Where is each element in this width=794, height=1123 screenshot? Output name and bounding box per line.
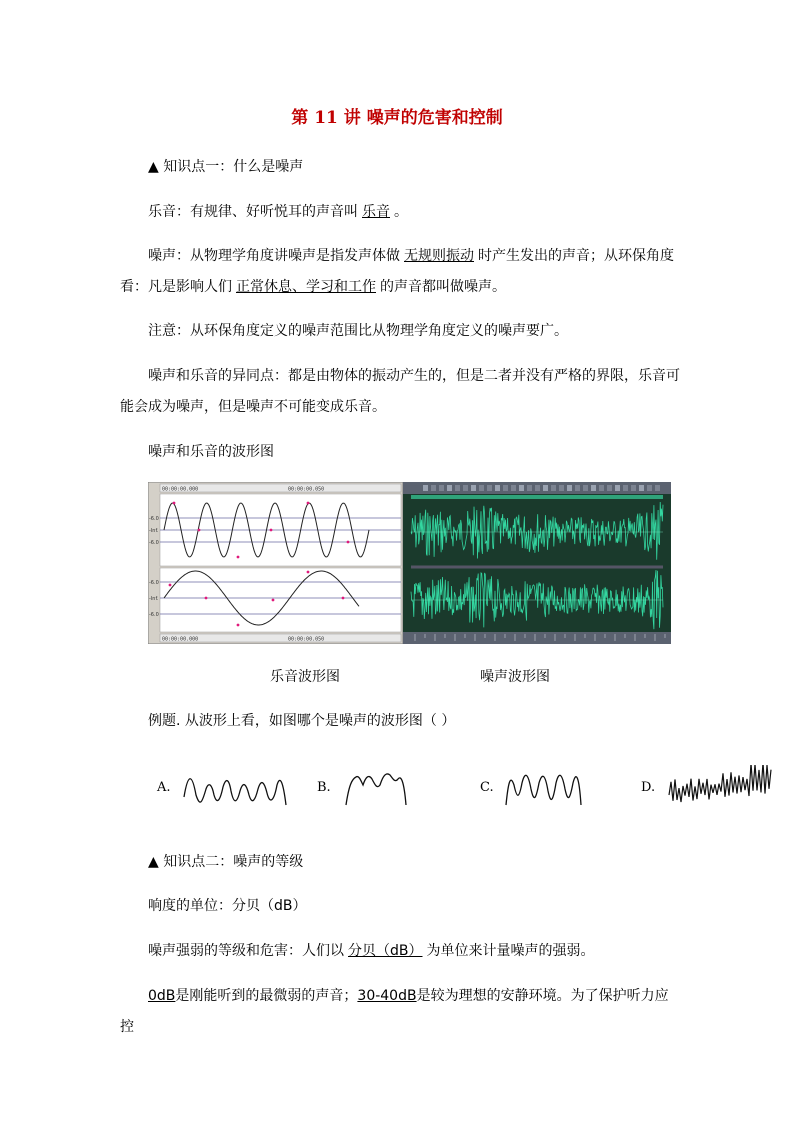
toolbar-button-icon	[423, 485, 428, 491]
toolbar-button-icon	[655, 485, 660, 491]
levels-text-end: 为单位来计量噪声的强弱。	[426, 943, 595, 959]
axis-label: -Inf.	[149, 528, 159, 534]
sample-marker	[347, 541, 350, 544]
toolbar-button-icon	[471, 485, 476, 491]
noise-definition	[120, 241, 680, 303]
toolbar-button-icon	[455, 485, 460, 491]
axis-label: -6.0	[149, 540, 159, 546]
toolbar-button-icon	[559, 485, 564, 491]
levels-paragraph	[120, 936, 680, 967]
noise-waveform-caption: 噪声波形图	[480, 669, 550, 685]
toolbar-button-icon	[551, 485, 556, 491]
answer-blank-0db: 0dB	[148, 988, 176, 1004]
ruler-label-top-mid: 00:00:00.050	[288, 486, 325, 493]
toolbar-button-icon	[495, 485, 500, 491]
unit-paragraph: 响度的单位：分贝（dB）	[148, 898, 307, 914]
sample-marker	[169, 584, 172, 587]
toolbar-button-icon	[567, 485, 572, 491]
option-a-label: A.	[157, 780, 171, 795]
sample-marker	[272, 599, 275, 602]
sample-marker	[237, 556, 240, 559]
toolbar-button-icon	[447, 485, 452, 491]
option-d-label: D.	[641, 780, 656, 795]
music-waveform-caption: 乐音波形图	[270, 669, 340, 685]
option-b-label: B.	[317, 780, 331, 795]
sample-marker	[173, 502, 176, 505]
option-b-waveform	[340, 765, 415, 810]
sample-marker	[198, 529, 201, 532]
noise-def-text-2: 时产生发出的声音；从环保角度看：凡是影响人们	[120, 248, 674, 295]
toolbar-button-icon	[519, 485, 524, 491]
toolbar-button-icon	[575, 485, 580, 491]
toolbar-button-icon	[599, 485, 604, 491]
waveform-heading: 噪声和乐音的波形图	[148, 444, 274, 460]
option-d-waveform	[667, 765, 775, 813]
answer-blank-30-40db: 30-40dB	[357, 988, 417, 1004]
sample-marker	[307, 502, 310, 505]
sample-marker	[307, 571, 310, 574]
noise-waveform-figure	[403, 482, 671, 644]
axis-label: -6.0	[149, 516, 159, 522]
toolbar-button-icon	[503, 485, 508, 491]
axis-label: -Inf.	[149, 596, 159, 602]
example-question: 例题. 从波形上看，如图哪个是噪声的波形图（ ）	[148, 713, 456, 729]
threshold-text-1: 是刚能听到的最微弱的声音；	[175, 988, 358, 1004]
answer-blank-irregular: 无规则振动	[404, 248, 474, 264]
toolbar-button-icon	[591, 485, 596, 491]
note-paragraph: 注意：从环保角度定义的噪声范围比从物理学角度定义的噪声要广。	[148, 323, 568, 339]
ruler-label-top-start: 00:00:00.000	[162, 486, 199, 493]
toolbar-button-icon	[607, 485, 612, 491]
section-heading-1: ▲ 知识点一：什么是噪声	[148, 159, 304, 175]
noise-def-text-1: 噪声：从物理学角度讲噪声是指发声体做	[148, 248, 400, 264]
axis-label: -6.0	[149, 612, 159, 618]
option-a-waveform	[182, 765, 292, 810]
axis-label: -6.0	[149, 580, 159, 586]
toolbar-button-icon	[543, 485, 548, 491]
toolbar-button-icon	[535, 485, 540, 491]
music-def-text: 乐音：有规律、好听悦耳的声音叫	[148, 204, 358, 220]
toolbar-button-icon	[631, 485, 636, 491]
toolbar-button-icon	[583, 485, 588, 491]
option-c-waveform	[503, 765, 588, 810]
answer-blank-normal-life: 正常休息、学习和工作	[236, 279, 376, 295]
sample-marker	[342, 597, 345, 600]
toolbar-button-icon	[487, 485, 492, 491]
toolbar-button-icon	[463, 485, 468, 491]
toolbar-button-icon	[615, 485, 620, 491]
music-definition	[120, 197, 680, 228]
threshold-text-2: 是较为理想的安静环境。为了保护听力应控	[120, 988, 669, 1035]
toolbar-button-icon	[623, 485, 628, 491]
toolbar-button-icon	[431, 485, 436, 491]
ruler-label-bottom-mid: 00:00:00.050	[288, 636, 325, 643]
option-c-label: C.	[480, 780, 494, 795]
noise-def-text-3: 的声音都叫做噪声。	[380, 279, 506, 295]
section-heading-2: ▲ 知识点二：噪声的等级	[148, 854, 304, 870]
toolbar-button-icon	[479, 485, 484, 491]
levels-text: 噪声强弱的等级和危害：人们以	[148, 943, 344, 959]
threshold-paragraph	[120, 981, 680, 1043]
answer-blank-music: 乐音	[362, 204, 390, 220]
music-def-end: 。	[394, 204, 408, 220]
answer-blank-decibel: 分贝（dB）	[348, 943, 423, 959]
toolbar-button-icon	[639, 485, 644, 491]
sample-marker	[270, 529, 273, 532]
music-waveform-figure	[148, 482, 403, 644]
sample-marker	[237, 624, 240, 627]
toolbar-button-icon	[439, 485, 444, 491]
ruler-label-bottom-start: 00:00:00.000	[162, 636, 199, 643]
page-title: 第 11 讲 噪声的危害和控制	[291, 108, 503, 128]
toolbar-button-icon	[511, 485, 516, 491]
sample-marker	[205, 597, 208, 600]
toolbar-button-icon	[527, 485, 532, 491]
compare-paragraph: 噪声和乐音的异同点：都是由物体的振动产生的，但是二者并没有严格的界限，乐音可能会成为噪声，但是噪声不可能变成乐音。	[120, 368, 680, 415]
toolbar-button-icon	[647, 485, 652, 491]
